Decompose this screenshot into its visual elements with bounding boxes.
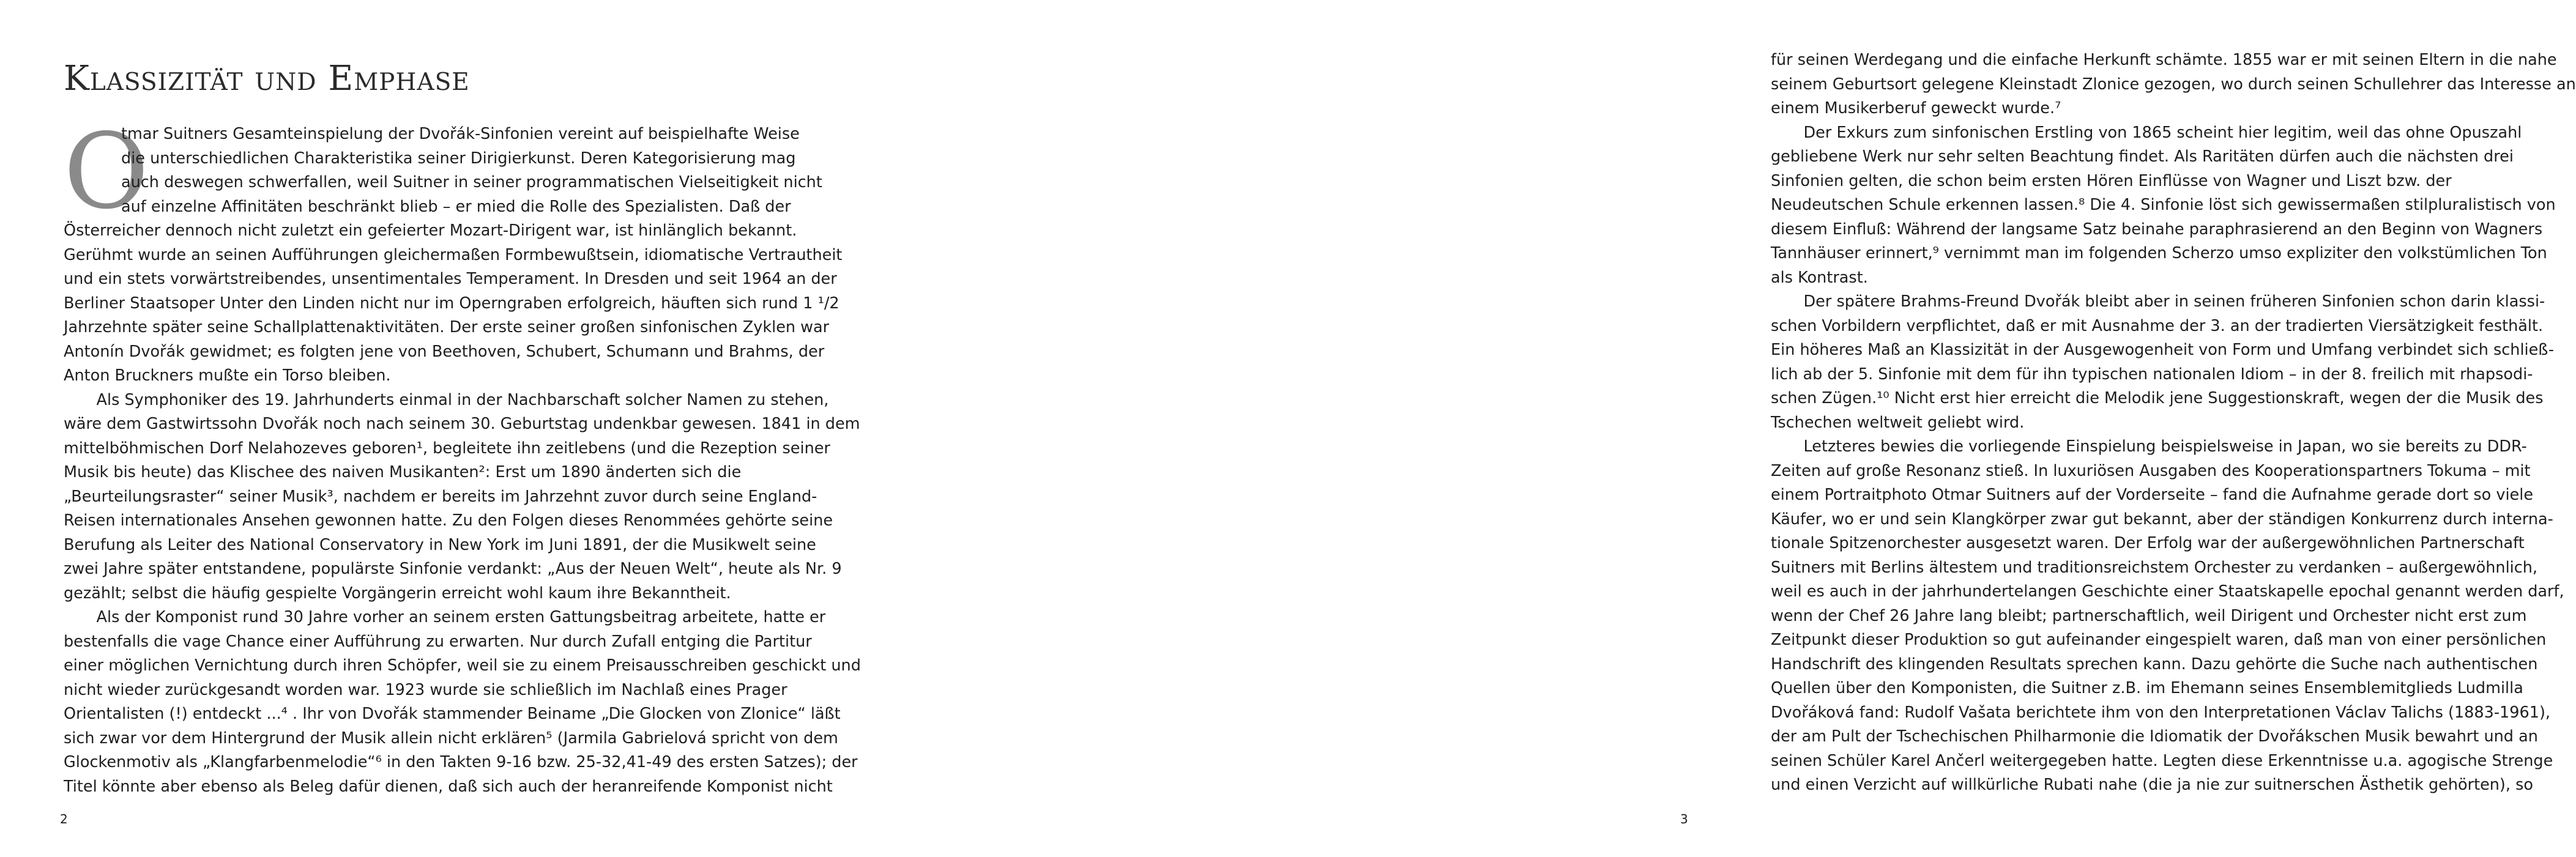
text-line: Gerühmt wurde an seinen Aufführungen gleichermaßen Formbewußtsein, idiomatische Vertrautheit	[64, 245, 843, 264]
text-line: für seinen Werdegang und die einfache Herkunft schämte. 1855 war er mit seinen Eltern in die nahe	[1771, 51, 2557, 69]
text-line: Anton Bruckners mußte ein Torso bleiben.	[64, 366, 391, 385]
text-line: mittelböhmischen Dorf Nelahozeves geboren¹, begleitete ihn zeitlebens (und die Rezeption seiner	[64, 439, 830, 458]
text-line: auf einzelne Affinitäten beschränkt blieb – er mied die Rolle des Spezialisten. Daß der	[121, 197, 791, 216]
text-line: Tannhäuser erinnert,⁹ vernimmt man im folgenden Scherzo umso expliziter den volkstümlichen Ton	[1771, 244, 2547, 262]
text-line: Glockenmotiv als „Klangfarbenmelodie“⁶ in den Takten 9-16 bzw. 25-32,41-49 des ersten Satzes); der	[64, 753, 858, 771]
text-line: „Beurteilungsraster“ seiner Musik³, nachdem er bereits im Jahrzehnt zuvor durch seine England-	[64, 487, 817, 506]
text-line: Neudeutschen Schule erkennen lassen.⁸ Die 4. Sinfonie löst sich gewissermaßen stilpluralistisch von	[1771, 196, 2556, 214]
text-line: Dvořáková fand: Rudolf Vašata berichtete ihm von den Interpretationen Václav Talichs (1883-1961),	[1771, 703, 2551, 722]
text-line: Käufer, wo er und sein Klangkörper zwar gut bekannt, aber der ständigen Konkurrenz durch interna-	[1771, 510, 2553, 529]
text-line: Orientalisten (!) entdeckt ...⁴ . Ihr von Dvořák stammender Beiname „Die Glocken von Zlonice“ läßt	[64, 705, 841, 723]
text-line: gebliebene Werk nur sehr selten Beachtung findet. Als Raritäten dürfen auch die nächsten drei	[1771, 147, 2514, 166]
text-line: Österreicher dennoch nicht zuletzt ein gefeierter Mozart-Dirigent war, ist hinlänglich bekannt.	[64, 221, 797, 240]
page-number-right: 3	[1680, 812, 1688, 826]
text-line: Berufung als Leiter des National Conservatory in New York im Juni 1891, der die Musikwelt seine	[64, 535, 816, 554]
text-line: Quellen über den Komponisten, die Suitner z.B. im Ehemann seines Ensemblemitglieds Ludmilla	[1771, 679, 2523, 697]
text-line: lich ab der 5. Sinfonie mit dem für ihn typischen nationalen Idiom – in der 8. freilich mit rhapsodi-	[1771, 365, 2533, 384]
text-line: einer möglichen Vernichtung durch ihren Schöpfer, weil sie zu einem Preisausschreiben geschickt und	[64, 656, 861, 675]
text-line: Der Exkurs zum sinfonischen Erstling von 1865 scheint hier legitim, weil das ohne Opuszahl	[1803, 123, 2522, 142]
text-line: seinen Schüler Karel Ančerl weitergegeben hatte. Legten diese Erkenntnisse u.a. agogische Strenge	[1771, 751, 2553, 770]
text-line: die unterschiedlichen Charakteristika seiner Dirigierkunst. Deren Kategorisierung mag	[121, 149, 796, 168]
drop-cap: O	[64, 111, 149, 232]
text-line: seinem Geburtsort gelegene Kleinstadt Zlonice gezogen, wo durch seinen Schullehrer das Interesse an	[1771, 75, 2576, 94]
text-line: als Kontrast.	[1771, 268, 1868, 287]
right-page	[865, 0, 2576, 857]
text-line: Letzteres bewies die vorliegende Einspielung beispielsweise in Japan, wo sie bereits zu DDR-	[1803, 437, 2527, 456]
left-page	[0, 0, 865, 857]
text-line: einem Portraitphoto Otmar Suitners auf der Vorderseite – fand die Aufnahme gerade dort so viele	[1771, 486, 2534, 504]
text-line: Reisen internationales Ansehen gewonnen hatte. Zu den Folgen dieses Renommées gehörte seine	[64, 511, 833, 530]
text-line: Jahrzehnte später seine Schallplattenaktivitäten. Der erste seiner großen sinfonischen Zyklen war	[64, 318, 830, 336]
text-line: diesem Einfluß: Während der langsame Satz beinahe paraphrasierend an den Beginn von Wagners	[1771, 220, 2543, 239]
text-line: Berliner Staatsoper Unter den Linden nicht nur im Operngraben erfolgreich, häuften sich rund 1 ¹/2	[64, 294, 839, 313]
text-line: Ein höheres Maß an Klassizität in der Ausgewogenheit von Form und Umfang verbindet sich schließ-	[1771, 341, 2555, 359]
text-line: Handschrift des klingenden Resultats sprechen kann. Dazu gehörte die Suche nach authentischen	[1771, 655, 2538, 673]
text-line: tmar Suitners Gesamteinspielung der Dvořák-Sinfonien vereint auf beispielhafte Weise	[121, 125, 800, 143]
text-line: der am Pult der Tschechischen Philharmonie die Idiomatik der Dvořákschen Musik bewahrt und an	[1771, 727, 2538, 746]
text-line: nicht wieder zurückgesandt worden war. 1923 wurde sie schließlich im Nachlaß eines Prager	[64, 680, 787, 699]
text-line: weil es auch in der jahrhundertelangen Geschichte einer Staatskapelle epochal genannt werden darf,	[1771, 582, 2564, 601]
text-line: und ein stets vorwärtstreibendes, unsentimentales Temperament. In Dresden und seit 1964 an der	[64, 270, 837, 288]
text-line: Antonín Dvořák gewidmet; es folgten jene von Beethoven, Schubert, Schumann und Brahms, der	[64, 342, 825, 361]
text-line: Als Symphoniker des 19. Jahrhunderts einmal in der Nachbarschaft solcher Namen zu stehen,	[96, 390, 829, 409]
chapter-title: Klassizität und Emphase	[64, 59, 470, 98]
text-line: Musik bis heute) das Klischee des naiven Musikanten²: Erst um 1890 änderten sich die	[64, 463, 742, 481]
text-line: Suitners mit Berlins ältestem und traditionsreichstem Orchester zu verdanken – außergewöhnlich,	[1771, 558, 2538, 577]
text-line: Titel könnte aber ebenso als Beleg dafür dienen, daß sich auch der heranreifende Komponist nicht	[64, 777, 833, 796]
text-line: auch deswegen schwerfallen, weil Suitner in seiner programmatischen Vielseitigkeit nicht	[121, 173, 822, 191]
text-line: wäre dem Gastwirtssohn Dvořák noch nach seinem 30. Geburtstag undenkbar gewesen. 1841 in dem	[64, 415, 860, 433]
text-line: Der spätere Brahms-Freund Dvořák bleibt aber in seinen früheren Sinfonien schon darin klassi-	[1803, 292, 2545, 311]
text-line: Zeiten auf große Resonanz stieß. In luxuriösen Ausgaben des Kooperationspartners Tokuma – mit	[1771, 461, 2531, 480]
text-line: schen Zügen.¹⁰ Nicht erst hier erreicht die Melodik jene Suggestionskraft, wegen der die Musik des	[1771, 389, 2544, 407]
text-line: Sinfonien gelten, die schon beim ersten Hören Einflüsse von Wagner und Liszt bzw. der	[1771, 171, 2452, 190]
text-line: schen Vorbildern verpflichtet, daß er mit Ausnahme der 3. an der tradierten Viersätzigkeit festhält.	[1771, 316, 2544, 335]
text-line: bestenfalls die vage Chance einer Aufführung zu erwarten. Nur durch Zufall entging die Partitur	[64, 632, 812, 651]
left-body-text	[64, 111, 861, 799]
page-number-left: 2	[60, 812, 68, 826]
text-line: Tschechen weltweit geliebt wird.	[1771, 413, 2025, 432]
text-line: einem Musikerberuf geweckt wurde.⁷	[1771, 99, 2061, 117]
text-line: tionale Spitzenorchester ausgesetzt waren. Der Erfolg war der außergewöhnlichen Partnerschaft	[1771, 534, 2525, 552]
text-line: sich zwar vor dem Hintergrund der Musik allein nicht erklären⁵ (Jarmila Gabrielová spricht von dem	[64, 729, 838, 748]
right-body-text	[1771, 48, 2576, 798]
text-line: gezählt; selbst die häufig gespielte Vorgängerin erreicht wohl kaum ihre Bekanntheit.	[64, 584, 731, 603]
text-line: wenn der Chef 26 Jahre lang bleibt; partnerschaftlich, weil Dirigent und Orchester nicht erst zum	[1771, 606, 2527, 625]
text-line: zwei Jahre später entstandene, populärste Sinfonie verdankt: „Aus der Neuen Welt“, heute als Nr. 9	[64, 560, 842, 578]
text-line: und einen Verzicht auf willkürliche Rubati nahe (die ja nie zur suitnerschen Ästhetik gehörten), so	[1771, 776, 2533, 794]
text-line: Als der Komponist rund 30 Jahre vorher an seinem ersten Gattungsbeitrag arbeitete, hatte er	[96, 608, 826, 626]
text-line: Zeitpunkt dieser Produktion so gut aufeinander eingespielt waren, daß man von einer persönlichen	[1771, 631, 2547, 649]
